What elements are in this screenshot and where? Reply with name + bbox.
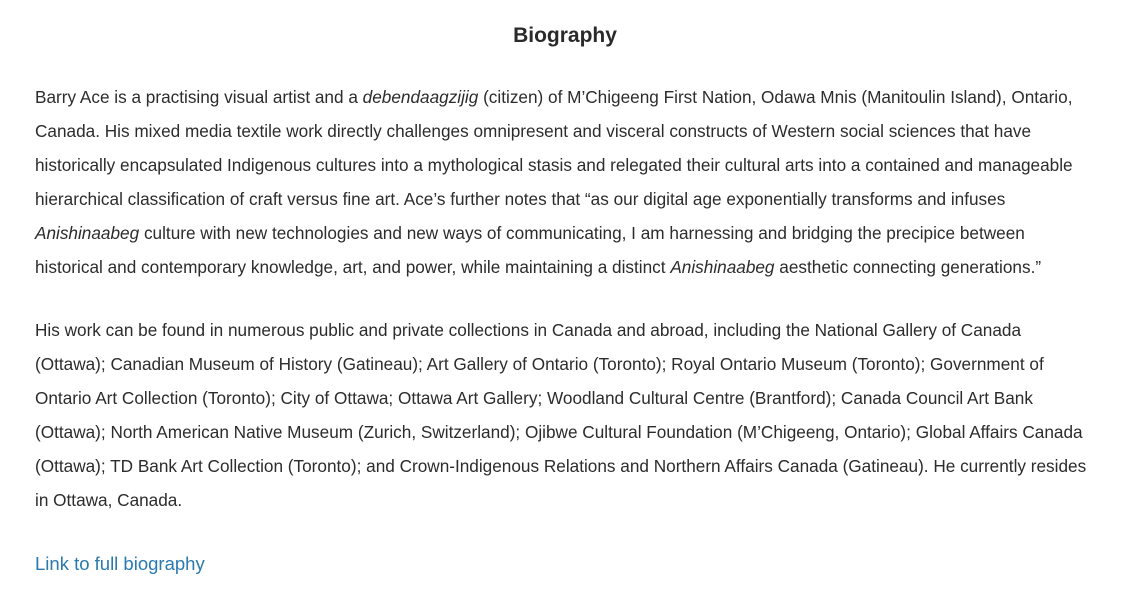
italic-term: debendaagzijig — [362, 87, 479, 107]
biography-paragraph-2: His work can be found in numerous public and private collections in Canada and abroad, including the National Gallery of Canada (Ottawa); Canadian Museum of History (Gatineau); Art Gallery of Ontario (Toronto); Royal Ontario Museum (Toronto); Government of Ontario Art Collection (Toronto); City of Ottawa; Ottawa Art Gallery; Woodland Cultural Centre (Brantford); Canada Council Art Bank (Ottawa); North American Native Museum (Zurich, Switzerland); Ojibwe Cultural Foundation (M’Chigeeng, Ontario); Global Affairs Canada (Ottawa); TD Bank Art Collection (Toronto); and Crown-Indigenous Relations and Northern Affairs Canada (Gatineau). He currently resides in Ottawa, Canada. — [35, 320, 1087, 510]
paragraph-text: aesthetic connecting generations.” — [774, 257, 1042, 277]
full-biography-link[interactable]: Link to full biography — [35, 553, 205, 574]
italic-term: Anishinaabeg — [670, 257, 775, 277]
paragraph-text: (citizen) of M’Chigeeng First Nation, Odawa Mnis (Manitoulin Island), Ontario, Canada. His mixed media textile work directly challenges omnipresent and visceral constructs of Western social sciences that have historically encapsulated Indigenous cultures into a mythological stasis and relegated their cultural arts into a contained and manageable hierarchical classification of craft versus fine art. Ace’s further notes that “as our digital age exponentially transforms and infuses — [35, 87, 1073, 209]
paragraph-text: Barry Ace is a practising visual artist and a — [35, 87, 363, 107]
italic-term: Anishinaabeg — [35, 223, 140, 243]
biography-paragraph-1 — [35, 80, 1095, 284]
paragraph-text: culture with new technologies and new ways of communicating, I am harnessing and bridging the precipice between historical and contemporary knowledge, art, and power, while maintaining a distinct — [35, 223, 1025, 277]
page-title: Biography — [513, 24, 617, 47]
